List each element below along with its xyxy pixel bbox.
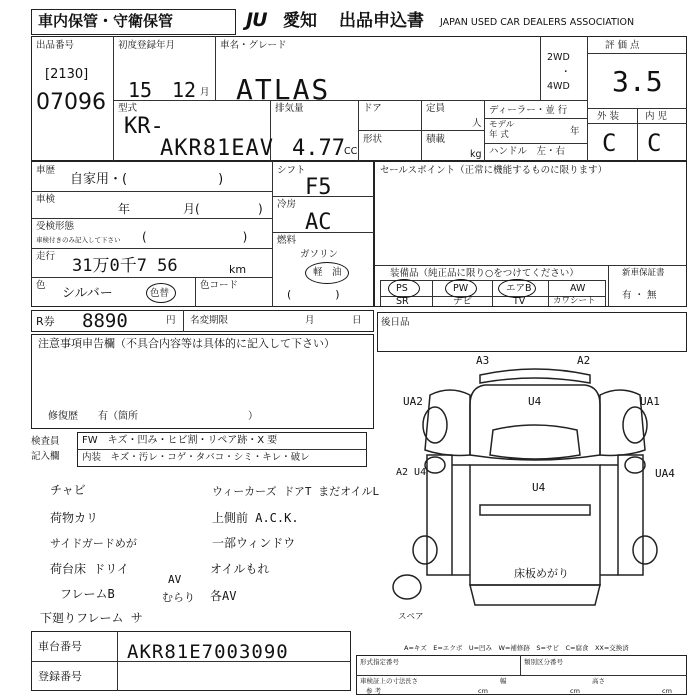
repair-history: 修復歴 有（箇所 ） [48, 411, 258, 422]
interior-grade: C [647, 129, 662, 157]
after-day-label: 後日品 [381, 317, 410, 328]
length-label: 長さ [405, 677, 418, 685]
capacity-label: 定員 [426, 103, 446, 114]
rating-score: 3.5 [612, 65, 663, 98]
equip-navi: ナビ [453, 296, 473, 307]
logo-city: 愛知 [283, 11, 317, 31]
displacement-label: 排気量 [275, 103, 304, 114]
acceptance-note: 車検付きのみ記入して下さい [36, 236, 121, 244]
car-name-label: 車名・グレード [220, 40, 287, 51]
capacity-unit: 人 [472, 118, 482, 129]
mark-u4-top: U4 [528, 395, 542, 408]
note-left-4: 荷台床 ドリイ [50, 562, 129, 576]
class-num-label: 類別区分番号 [524, 658, 563, 666]
mileage-unit: km [229, 263, 247, 276]
car-name-value: ATLAS [236, 73, 331, 106]
exterior-label: 外 装 [597, 111, 620, 122]
chassis-label: 車台番号 [38, 640, 82, 653]
color-value: シルバー [62, 286, 113, 301]
color-label: 色 [36, 280, 46, 291]
mark-u4-center: U4 [532, 481, 546, 494]
form-title: 出品申込書 [339, 11, 424, 31]
mileage-value: 31万0千7 56 [72, 256, 178, 276]
expiry-day: 日 [352, 315, 362, 326]
mark-a2-top: A2 [577, 354, 591, 367]
warranty-value: 有 ・ 無 [622, 290, 657, 301]
ac-value: AC [305, 210, 332, 235]
handle-label: ハンドル 左・右 [489, 146, 566, 157]
exterior-grade: C [602, 129, 617, 157]
mark-ua2: UA2 [403, 395, 423, 408]
equip-tv: TV [513, 296, 526, 307]
keep-label: 車内保管・守衛保管 [38, 12, 174, 30]
lot-sub-number: [2130] [45, 67, 89, 82]
model-value-line1: KR- [124, 114, 164, 139]
fuel-paren: ( ) [287, 288, 340, 301]
expiry-month: 月 [305, 315, 315, 326]
model-year-label: モデル [489, 120, 515, 130]
equip-aw: AW [570, 283, 586, 294]
note-left-1: チャビ [50, 483, 86, 497]
note-right-2: 上側前 A.C.K. [212, 511, 299, 525]
equipment-label: 装備品（純正品に限り○をつけてください） [390, 268, 579, 279]
history-value: 自家用・( ) [70, 172, 224, 187]
size-label: 車検証上の寸法 [360, 677, 406, 685]
lot-number-label: 出品番号 [36, 40, 75, 51]
expiry-label: 名変期限 [190, 315, 229, 326]
recycle-label: R券 [36, 315, 55, 328]
spare-label: スペア [398, 612, 424, 622]
year-unit: 年 [570, 126, 580, 137]
ac-label: 冷房 [277, 199, 297, 210]
ref-label: 参 考 [366, 687, 382, 695]
equip-ps: PS [396, 283, 408, 294]
history-label: 車歴 [36, 165, 56, 176]
sales-point-label: セールスポイント（正常に機能するものに限ります） [380, 165, 608, 176]
doors-label: ドア [363, 103, 382, 114]
inspection-close: ) [258, 202, 263, 216]
note-right-4: オイルもれ [210, 562, 270, 576]
checker-label-1: 検査員 [31, 436, 60, 447]
equip-pw: PW [453, 283, 469, 294]
notes-label: 注意事項申告欄（不具合内容等は具体的に記入して下さい） [38, 337, 335, 350]
shift-label: シフト [277, 165, 306, 176]
year-label: 年 式 [489, 130, 509, 140]
note-left-2: 荷物カリ [50, 511, 99, 525]
model-spec-label: 形式指定番号 [360, 658, 399, 666]
first-reg-label: 初度登録年月 [118, 40, 176, 51]
note-right-3: 一部ウィンドウ [212, 536, 296, 550]
equip-sr: SR [396, 296, 409, 307]
drive-2wd: 2WD [547, 52, 570, 63]
lot-number: 07096 [36, 90, 106, 115]
repaint-circle [146, 283, 176, 303]
model-value-line2: AKR81EAV [160, 136, 274, 161]
drive-4wd: 4WD [547, 81, 570, 92]
shift-value: F5 [305, 175, 332, 200]
cm-1: cm [478, 687, 488, 695]
airbag-circle [498, 279, 536, 298]
fuel-gasoline: ガソリン [300, 249, 339, 260]
after-day-box [377, 312, 687, 352]
mark-ua1: UA1 [640, 395, 660, 408]
association-name: JAPAN USED CAR DEALERS ASSOCIATION [440, 17, 635, 28]
interior-row: 内装 キズ・汚レ・コゲ・タバコ・シミ・キレ・破レ [82, 452, 310, 463]
inspection-year: 年 [118, 202, 131, 216]
equip-airbag: エアB [506, 283, 532, 294]
cm-2: cm [570, 687, 580, 695]
rating-label: 評 価 点 [605, 40, 640, 51]
color-code-label: 色コード [200, 280, 239, 291]
inspection-month: 月( [183, 202, 200, 216]
shape-label: 形状 [363, 134, 383, 145]
note-middle-av2: むらり [162, 591, 195, 604]
note-left-5: フレームB [60, 587, 115, 601]
first-reg-year: 15 [128, 78, 153, 102]
fw-row: FW キズ・凹み・ヒビ割・リペア跡・X 要 [82, 435, 278, 446]
load-label: 積載 [426, 134, 446, 145]
note-middle-av: AV [168, 573, 182, 586]
fuel-label: 燃料 [277, 235, 297, 246]
displacement-unit: CC [344, 146, 358, 157]
mark-floor: 床板めがり [514, 567, 569, 580]
load-unit: kg [470, 149, 482, 160]
displacement-value: 4.77 [292, 136, 345, 161]
ju-logo: JU [246, 9, 267, 31]
width-label: 幅 [500, 677, 507, 685]
mark-a3: A3 [476, 354, 490, 367]
note-left-6: 下廻りフレーム サ [40, 611, 143, 625]
model-label: 型式 [118, 103, 138, 114]
recycle-value: 8890 [82, 310, 128, 332]
warranty-label: 新車保証書 [622, 268, 665, 278]
repaint-label: 色替 [150, 288, 170, 299]
acceptance-label: 受検形態 [36, 221, 75, 232]
note-right-1: ウィーカーズ ドアT まだオイルL [212, 485, 380, 498]
chassis-number: AKR81E7003090 [127, 641, 289, 663]
dealer-label: ディーラー・並 行 [489, 105, 568, 116]
mark-ua4: UA4 [655, 467, 675, 480]
note-left-3: サイドガードめが [50, 537, 137, 550]
drive-separator: ・ [561, 67, 571, 78]
inspection-label: 車検 [36, 194, 56, 205]
recycle-unit: 円 [166, 315, 176, 326]
acceptance-paren: ( ) [142, 230, 248, 244]
first-reg-month: 12 [172, 78, 197, 102]
cm-3: cm [662, 687, 672, 695]
mileage-label: 走行 [36, 251, 56, 262]
legend: A=キズ E=エクボ U=凹み W=補修跡 S=サビ C=腐食 XX=交換済 [404, 644, 629, 652]
height-label: 高さ [592, 677, 605, 685]
registration-label: 登録番号 [38, 670, 82, 683]
equip-leather-seat: カワシート [553, 296, 596, 306]
ps-circle [388, 279, 420, 298]
pw-circle [445, 279, 477, 298]
interior-label: 内 児 [645, 111, 668, 122]
fuel-diesel: 軽 油 [313, 267, 342, 278]
checker-label-2: 記入欄 [31, 451, 60, 462]
mark-a2-u4-left: A2 U4 [396, 467, 427, 478]
note-right-5: 各AV [210, 589, 237, 603]
diesel-circle [305, 262, 349, 284]
first-reg-month-unit: 月 [200, 87, 210, 98]
